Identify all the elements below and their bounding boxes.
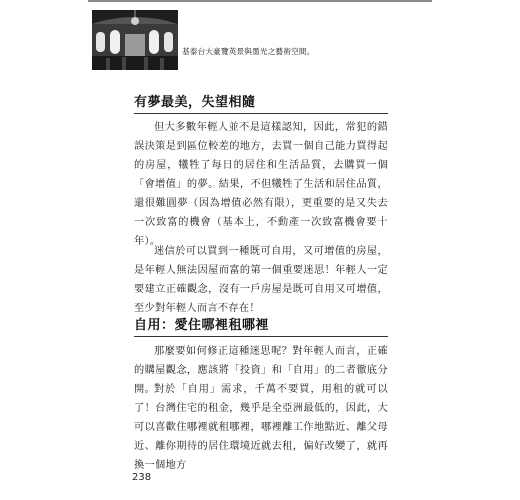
body-paragraph: 對於「自用」需求，千萬不要買，用租的就可以了！台灣住宅的租金，幾乎是全亞洲最低的，因此，大可以喜歡住哪裡就租哪裡，哪裡離工作地點近、離父母近、離你期待的居住環境近就去租，偏好改變了，就再換一個地方	[134, 384, 388, 471]
section-heading: 有夢最美，失望相隨	[134, 95, 388, 114]
photo-caption: 基泰台大豪覽英景與墨光之藝術空間。	[182, 47, 315, 56]
page-number: 238	[132, 472, 152, 483]
body-paragraph: 迷信於可以買到一種既可自用，又可增值的房屋，是年輕人無法因屋而富的第一個重要迷思！年輕人一定要建立正確觀念，沒有一戶房屋是既可自用又可增值，至少對年輕人而言不存在！	[134, 246, 388, 314]
body-paragraph: 但大多數年輕人並不是這樣認知，因此，常犯的錯誤決策是到區位較差的地方，去買一個自己能力買得起的房屋，犧牲了每日的居住和生活品質，去購買一個「會增值」的夢。結果，不但犧牲了生活和居住品質，還很難圓夢（因為增值必然有限），更重要的是又失去一次致富的機會（基本上，不動產一次致富機會要十年）。	[134, 122, 388, 247]
interior-photo	[92, 10, 178, 70]
section-heading: 自用：愛住哪裡租哪裡	[134, 318, 388, 337]
body-paragraph: 那麼要如何修正這種迷思呢？對年輕人而言，正確的購屋觀念，應該將「投資」和「自用」的二者徹底分開。	[134, 346, 388, 395]
top-rule	[88, 0, 432, 2]
